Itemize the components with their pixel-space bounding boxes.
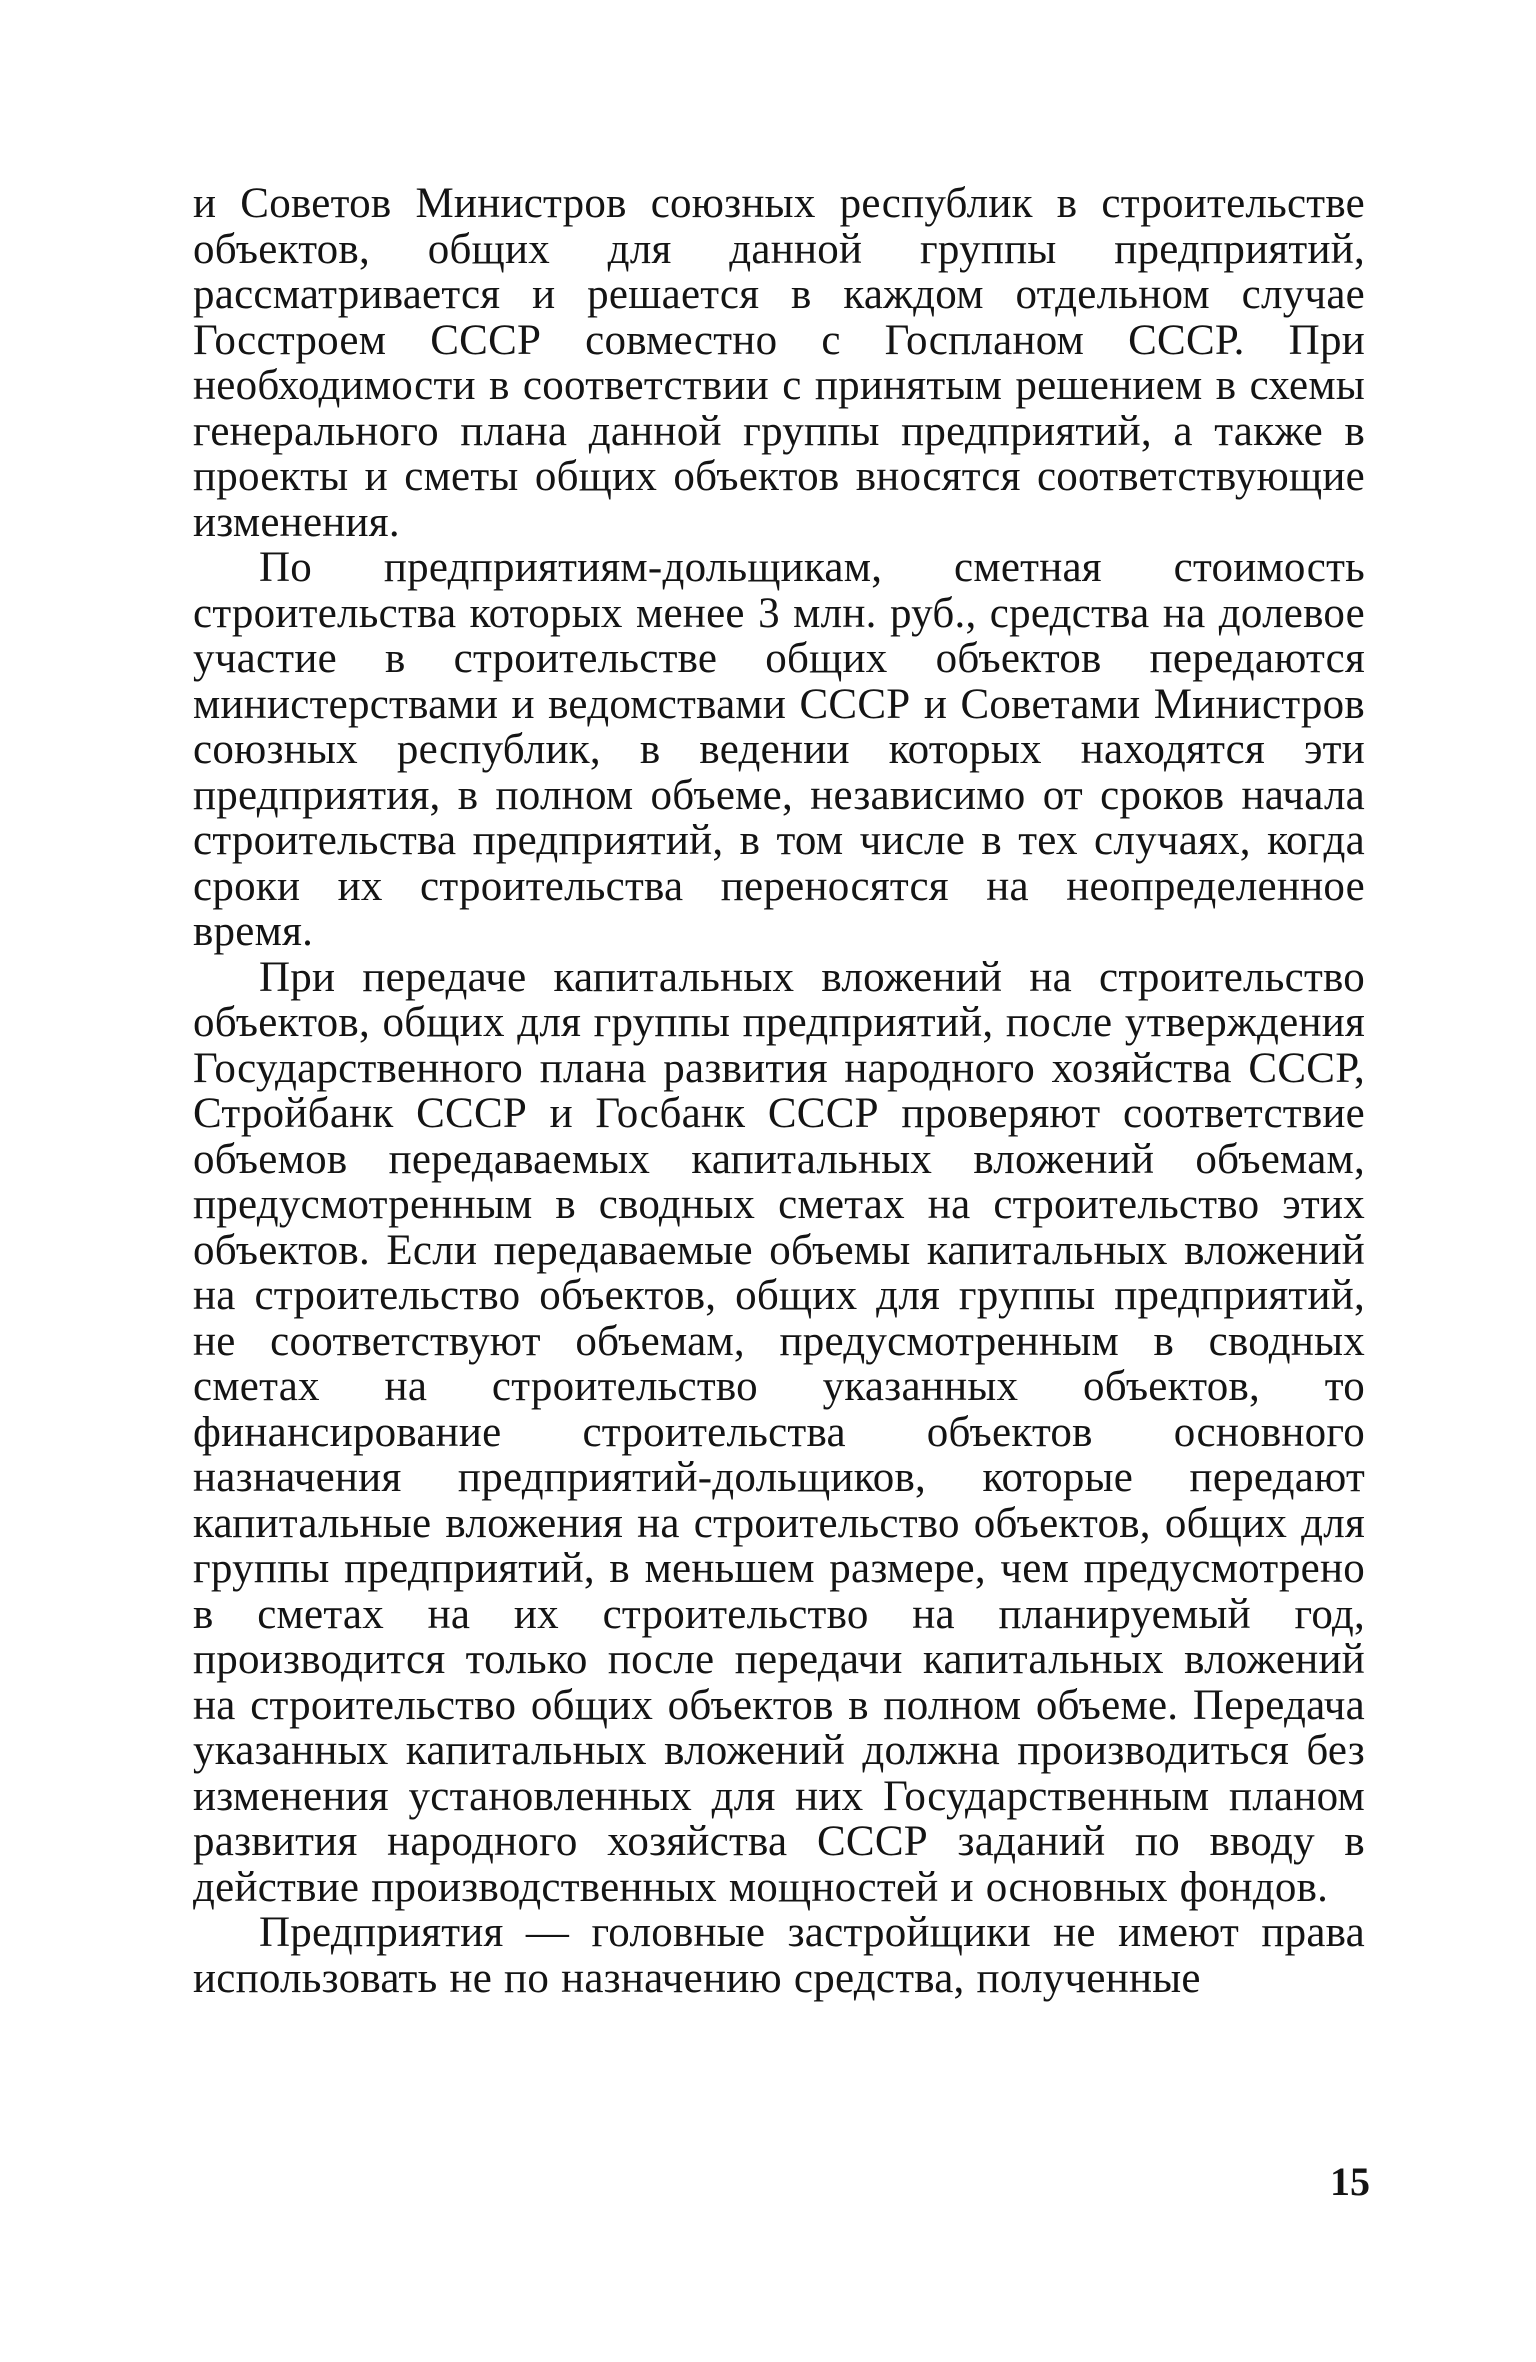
page-number: 15 (1330, 2159, 1370, 2204)
paragraph-2: По предприятиям-дольщикам, сметная стоимость строительства которых менее 3 млн. руб., средства на долевое участие в строительстве общих объектов передаются министерствами и ведомствами СССР и Советами Министров союзных республик, в ведении которых находятся эти предприятия, в полном объеме, независимо от сроков начала строительства предприятий, в том числе в тех случаях, когда сроки их строительства переносятся на неопределенное время. (193, 544, 1365, 955)
page-body (193, 181, 1365, 2001)
paragraph-4: Предприятия — головные застройщики не имеют права использовать не по назначению средства, полученные (193, 1909, 1365, 2002)
paragraph-3: При передаче капитальных вложений на строительство объектов, общих для группы предприятий, после утверждения Государственного плана развития народного хозяйства СССР, Стройбанк СССР и Госбанк СССР проверяют соответствие объемов передаваемых капитальных вложений объемам, предусмотренным в сводных сметах на строительство этих объектов. Если передаваемые объемы капитальных вложений на строительство объектов, общих для группы предприятий, не соответствуют объемам, предусмотренным в сводных сметах на строительство указанных объектов, то финансирование строительства объектов основного назначения предприятий-дольщиков, которые передают капитальные вложения на строительство объектов, общих для группы предприятий, в меньшем размере, чем предусмотрено в сметах на их строительство на планируемый год, производится только после передачи капитальных вложений на строительство общих объектов в полном объеме. Передача указанных капитальных вложений должна производиться без изменения установленных для них Государственным планом развития народного хозяйства СССР заданий по вводу в действие производственных мощностей и основных фондов. (193, 953, 1365, 1911)
paragraph-1: и Советов Министров союзных республик в строительстве объектов, общих для данной группы предприятий, рассматривается и решается в каждом отдельном случае Госстроем СССР совместно с Госпланом СССР. При необходимости в соответствии с принятым решением в схемы генерального плана данной группы предприятий, а также в проекты и сметы общих объектов вносятся соответствующие изменения. (193, 180, 1365, 546)
